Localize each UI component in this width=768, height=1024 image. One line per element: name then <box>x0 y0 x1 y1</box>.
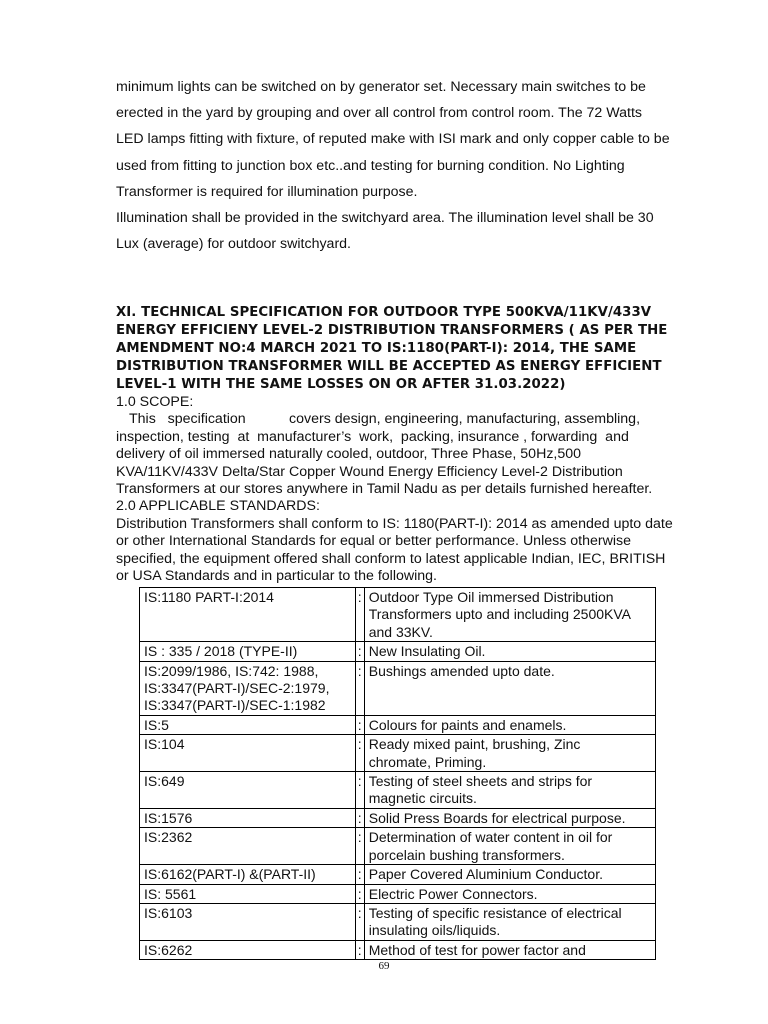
cell-line: IS:2362 <box>144 829 193 846</box>
cell-line: Paper Covered Aluminium Conductor. <box>368 866 603 883</box>
cell-line: chromate, Priming. <box>368 753 487 770</box>
cell-line: IS:3347(PART-I)/SEC-1:1982 <box>144 697 326 714</box>
description-cell <box>364 735 655 772</box>
separator-cell: : <box>355 828 364 865</box>
cell-line: porcelain bushing transformers. <box>368 846 565 863</box>
description-cell <box>364 808 655 827</box>
table-row <box>140 828 656 865</box>
standards-table-body <box>140 588 656 960</box>
separator-cell: : <box>355 735 364 772</box>
standard-code-cell <box>140 884 356 903</box>
heading-line: ENERGY EFFICIENY LEVEL-2 DISTRIBUTION TRANSFORMERS ( AS PER THE <box>116 323 668 338</box>
separator-cell: : <box>355 772 364 809</box>
table-row <box>140 642 656 661</box>
separator-cell: : <box>355 865 364 884</box>
intro-paragraph <box>116 74 686 257</box>
description-cell <box>364 884 655 903</box>
text-line: erected in the yard by grouping and over all control from control room. The 72 Watts <box>116 105 642 122</box>
separator-cell: : <box>355 588 364 642</box>
text-line: specified, the equipment offered shall conform to latest applicable Indian, IEC, BRITISH <box>116 550 666 567</box>
table-row <box>140 588 656 642</box>
cell-line: IS:1576 <box>144 809 193 826</box>
cell-line: insulating oils/liquids. <box>368 922 501 939</box>
heading-line: AMENDMENT NO:4 MARCH 2021 TO IS:1180(PART-I): 2014, THE SAME <box>116 341 637 356</box>
standard-code-cell <box>140 715 356 734</box>
standard-code-cell <box>140 808 356 827</box>
standard-code-cell <box>140 772 356 809</box>
cell-line: IS:6162(PART-I) &(PART-II) <box>144 866 316 883</box>
heading-line: LEVEL-1 WITH THE SAME LOSSES ON OR AFTER 31.03.2022) <box>116 377 566 392</box>
separator-cell: : <box>355 884 364 903</box>
separator-cell: : <box>355 661 364 715</box>
section-heading <box>116 304 676 394</box>
standards-title: 2.0 APPLICABLE STANDARDS: <box>116 498 320 515</box>
description-cell <box>364 772 655 809</box>
description-cell <box>364 940 655 959</box>
standard-code-cell <box>140 642 356 661</box>
standard-code-cell <box>140 865 356 884</box>
cell-line: IS:6262 <box>144 941 193 958</box>
cell-line: IS:104 <box>144 736 185 753</box>
standard-code-cell <box>140 588 356 642</box>
cell-line: Method of test for power factor and <box>368 941 586 958</box>
scope-title: 1.0 SCOPE: <box>116 394 194 410</box>
table-row <box>140 808 656 827</box>
separator-cell: : <box>355 903 364 940</box>
table-row <box>140 865 656 884</box>
text-line: used from fitting to junction box etc..and testing for burning condition. No Lighting <box>116 157 625 174</box>
text-line: inspection, testing at manufacturer’s work, packing, insurance , forwarding and <box>116 428 629 445</box>
heading-line: DISTRIBUTION TRANSFORMER WILL BE ACCEPTED AS ENERGY EFFICIENT <box>116 359 662 374</box>
table-row <box>140 661 656 715</box>
heading-line: XI. TECHNICAL SPECIFICATION FOR OUTDOOR TYPE 500KVA/11KV/433V <box>116 305 652 320</box>
cell-line: Electric Power Connectors. <box>368 885 538 902</box>
separator-cell: : <box>355 715 364 734</box>
text-line: Lux (average) for outdoor switchyard. <box>116 236 351 253</box>
cell-line: Testing of steel sheets and strips for <box>368 773 593 790</box>
description-cell <box>364 715 655 734</box>
text-line: Transformer is required for illumination purpose. <box>116 183 418 200</box>
cell-line: IS:649 <box>144 773 185 790</box>
cell-line: magnetic circuits. <box>368 790 477 807</box>
table-row <box>140 735 656 772</box>
cell-line: Outdoor Type Oil immersed Distribution <box>368 589 614 605</box>
standard-code-cell <box>140 735 356 772</box>
standards-table <box>139 587 656 960</box>
table-row <box>140 715 656 734</box>
standard-code-cell <box>140 903 356 940</box>
cell-line: and 33KV. <box>368 623 433 640</box>
cell-line: IS:2099/1986, IS:742: 1988, <box>144 662 319 679</box>
table-row <box>140 884 656 903</box>
separator-cell: : <box>355 808 364 827</box>
separator-cell: : <box>355 642 364 661</box>
text-line: or other International Standards for equal or better performance. Unless otherwise <box>116 533 631 550</box>
description-cell <box>364 865 655 884</box>
text-line: LED lamps fitting with fixture, of reputed make with ISI mark and only copper cable to be <box>116 131 670 148</box>
cell-line: IS:5 <box>144 716 169 733</box>
text-line: This specification covers design, engineering, manufacturing, assembling, <box>129 411 641 428</box>
standard-code-cell <box>140 661 356 715</box>
description-cell <box>364 642 655 661</box>
cell-line: IS:6103 <box>144 904 193 921</box>
cell-line: IS: 5561 <box>144 885 197 902</box>
cell-line: Colours for paints and enamels. <box>368 716 567 733</box>
text-line: KVA/11KV/433V Delta/Star Copper Wound Energy Efficiency Level-2 Distribution <box>116 463 623 480</box>
text-line: or USA Standards and in particular to the following. <box>116 568 437 585</box>
separator-cell: : <box>355 940 364 959</box>
cell-line: Testing of specific resistance of electrical <box>368 904 622 921</box>
cell-line: Ready mixed paint, brushing, Zinc <box>368 736 581 753</box>
cell-line: Solid Press Boards for electrical purpose. <box>368 809 626 826</box>
table-row <box>140 940 656 959</box>
description-cell <box>364 828 655 865</box>
table-row <box>140 903 656 940</box>
table-row <box>140 772 656 809</box>
cell-line: IS:3347(PART-I)/SEC-2:1979, <box>144 680 330 697</box>
description-cell <box>364 588 655 642</box>
text-line: Distribution Transformers shall conform to IS: 1180(PART-I): 2014 as amended upto date <box>116 515 673 532</box>
text-line: delivery of oil immersed naturally cooled, outdoor, Three Phase, 50Hz,500 <box>116 446 582 463</box>
cell-line: IS:1180 PART-I:2014 <box>144 589 274 605</box>
text-line: Illumination shall be provided in the switchyard area. The illumination level shall be 30 <box>116 210 654 227</box>
text-line: minimum lights can be switched on by generator set. Necessary main switches to be <box>116 79 646 95</box>
standard-code-cell <box>140 940 356 959</box>
cell-line: IS : 335 / 2018 (TYPE-II) <box>144 643 298 660</box>
cell-line: Transformers upto and including 2500KVA <box>368 606 631 623</box>
page-number: 69 <box>378 960 390 972</box>
text-line: Transformers at our stores anywhere in Tamil Nadu as per details furnished hereafter. <box>116 481 653 498</box>
standard-code-cell <box>140 828 356 865</box>
cell-line: New Insulating Oil. <box>368 643 486 660</box>
description-cell <box>364 661 655 715</box>
cell-line: Bushings amended upto date. <box>368 662 555 679</box>
description-cell <box>364 903 655 940</box>
scope-and-standards <box>116 394 688 585</box>
cell-line: Determination of water content in oil for <box>368 829 613 846</box>
